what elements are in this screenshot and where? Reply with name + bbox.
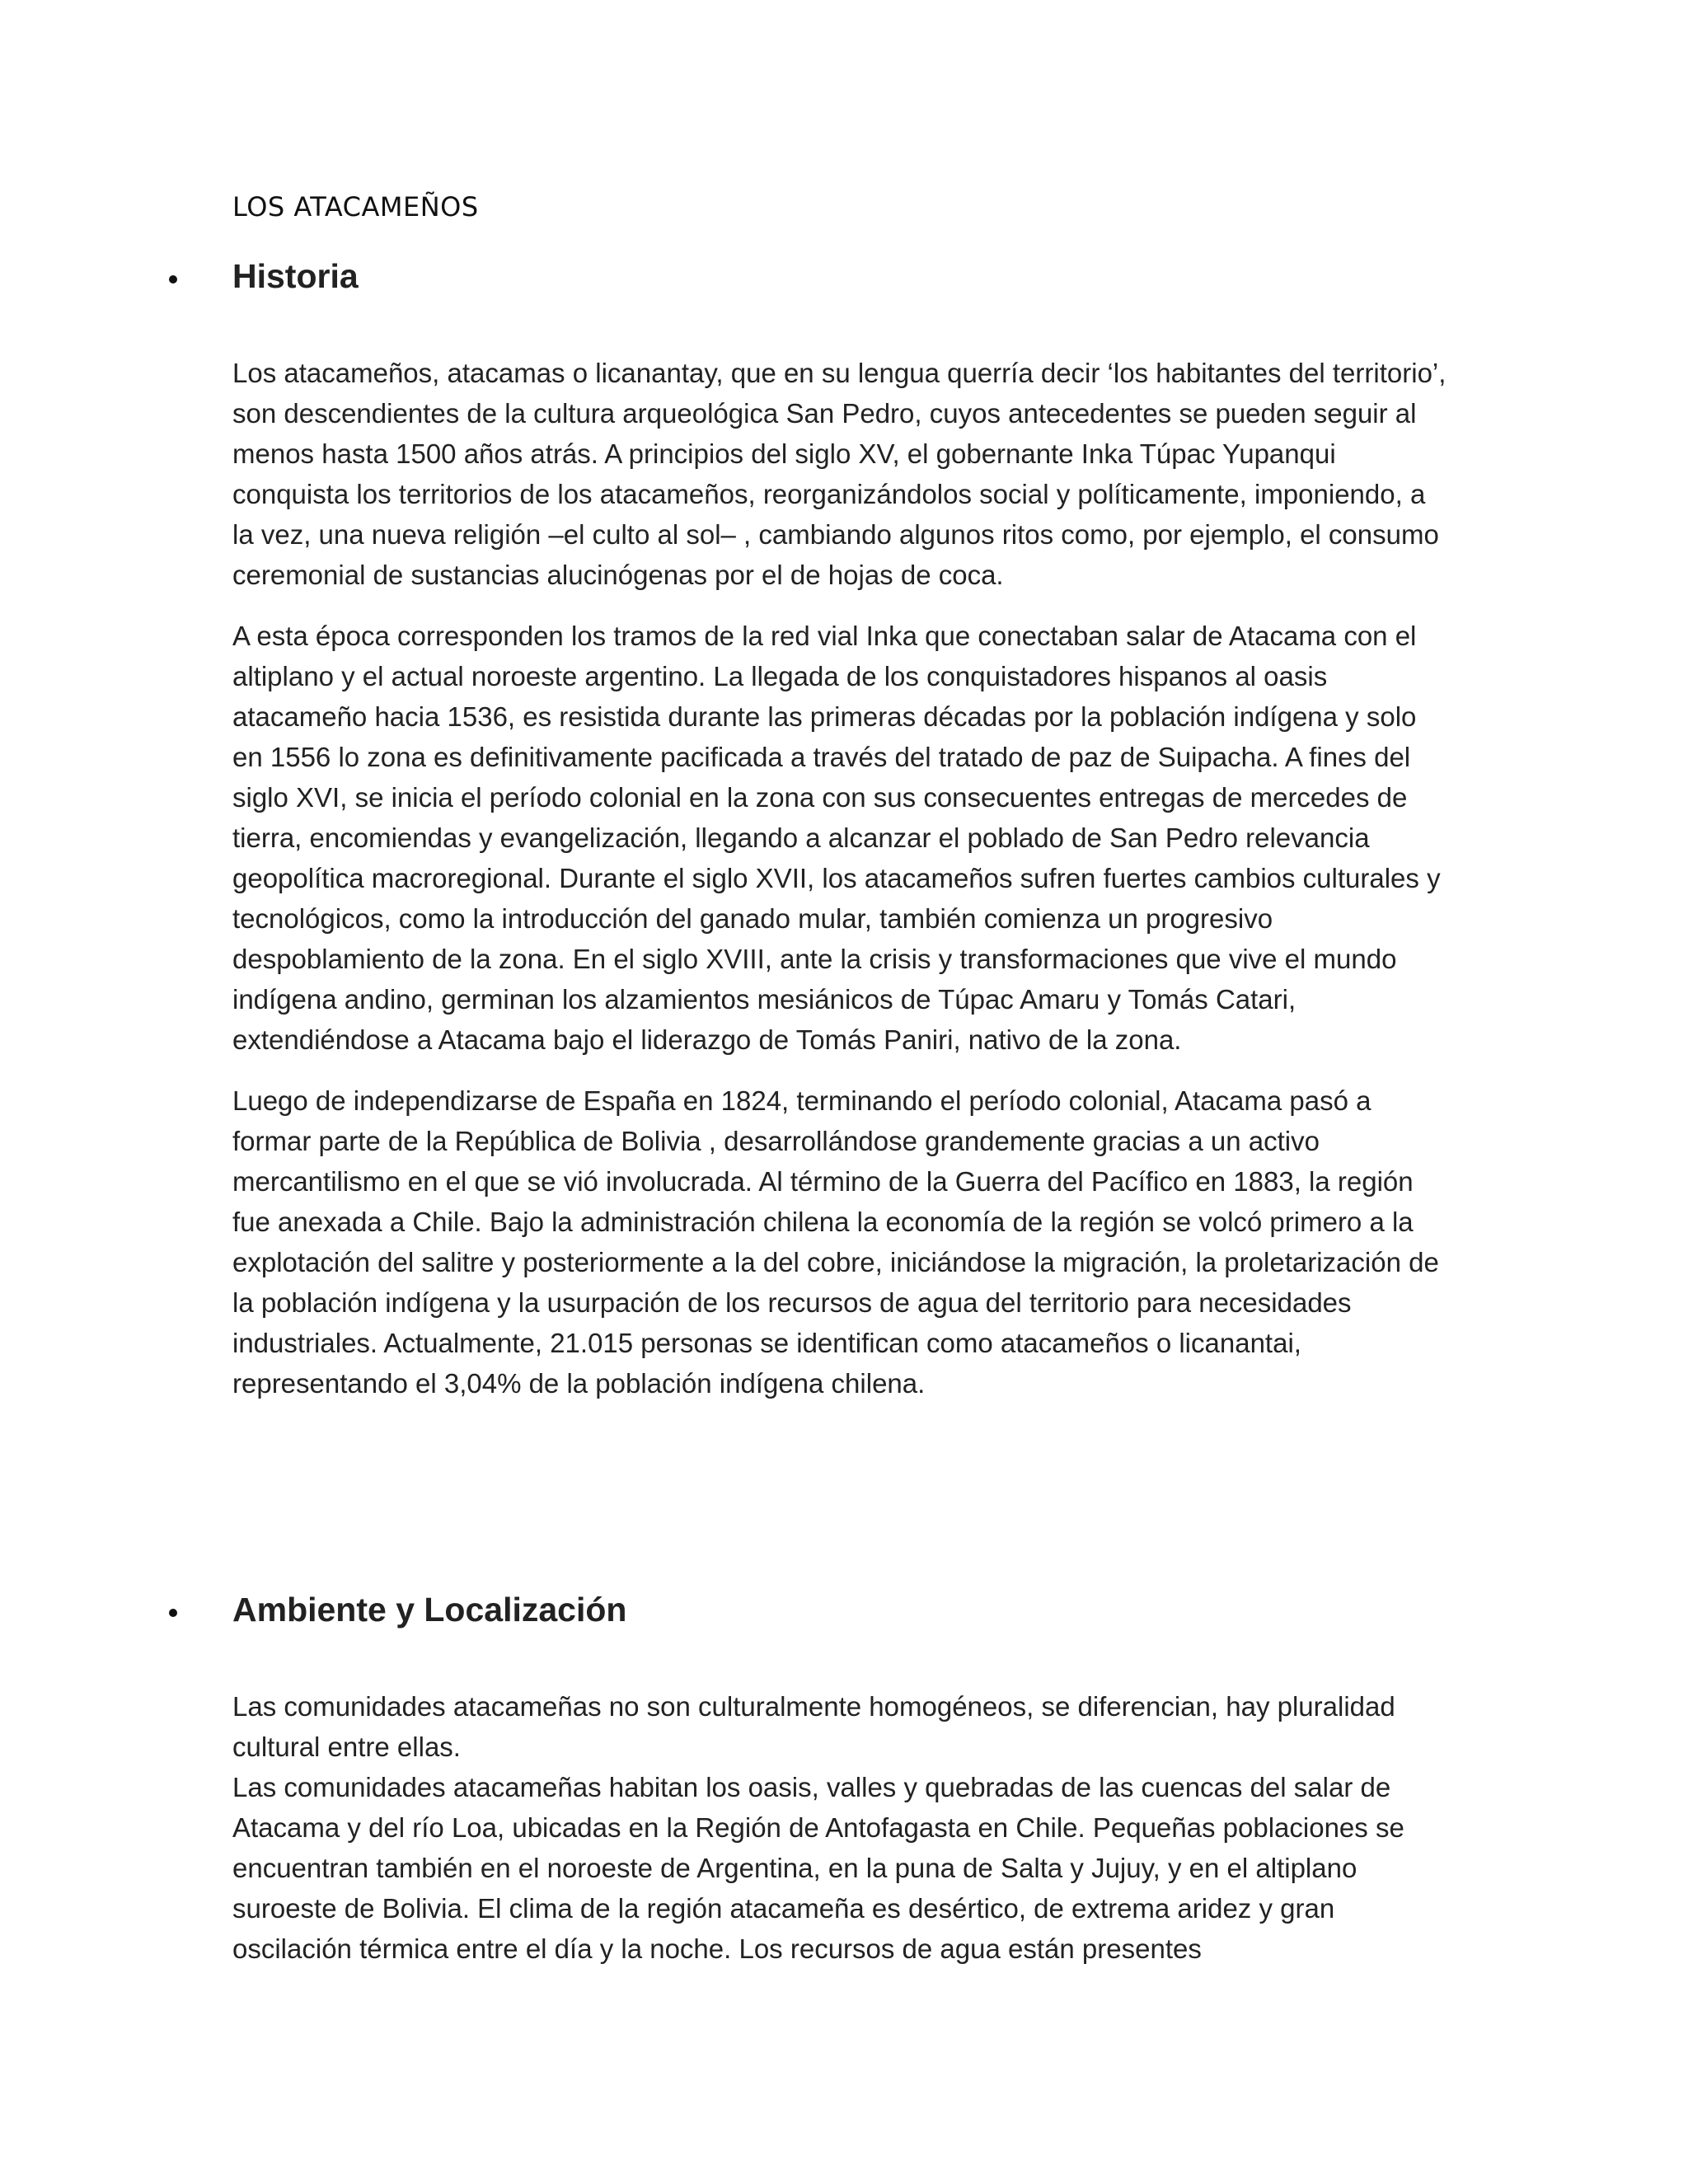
heading-text: Historia: [232, 257, 359, 295]
section-body: [169, 353, 1455, 1404]
section-heading-historia: [169, 257, 1455, 307]
paragraph: Los atacameños, atacamas o licanantay, que en su lengua querría decir ‘los habitantes del territorio’, son descendientes de la cultura arqueológica San Pedro, cuyos antecedentes se pueden seguir al menos hasta 1500 años atrás. A principios del siglo XV, el gobernante Inka Túpac Yupanqui conquista los territorios de los atacameños, reorganizándolos social y políticamente, imponiendo, a la vez, una nueva religión –el culto al sol– , cambiando algunos ritos como, por ejemplo, el consumo ceremonial de sustancias alucinógenas por el de hojas de coca.: [232, 358, 1447, 590]
paragraph: Luego de independizarse de España en 1824, terminando el período colonial, Atacama pasó a formar parte de la República de Bolivia , desarrollándose grandemente gracias a un activo mercantilismo en el que se vió involucrada. Al término de la Guerra del Pacífico en 1883, la región fue anexada a Chile. Bajo la administración chilena la economía de la región se volcó primero a la explotación del salitre y posteriormente a la del cobre, iniciándose la migración, la proletarización de la población indígena y la usurpación de los recursos de agua del territorio para necesidades industriales. Actualmente, 21.015 personas se identifican como atacameños o licanantai, representando el 3,04% de la población indígena chilena.: [232, 1085, 1439, 1399]
bullet-icon: [169, 1609, 177, 1617]
section-heading-ambiente: [169, 1591, 1455, 1640]
paragraph: Las comunidades atacameñas no son culturalmente homogéneos, se diferencian, hay pluralidad cultural entre ellas.: [232, 1691, 1395, 1762]
document-title: LOS ATACAMEÑOS: [232, 191, 479, 223]
section-historia: [169, 257, 1455, 1404]
section-ambiente: [169, 1591, 1455, 1969]
heading-text: Ambiente y Localización: [232, 1591, 627, 1629]
paragraph: A esta época corresponden los tramos de la red vial Inka que conectaban salar de Atacama con el altiplano y el actual noroeste argentino. La llegada de los conquistadores hispanos al oasis atacameño hacia 1536, es resistida durante las primeras décadas por la población indígena y solo en 1556 lo zona es definitivamente pacificada a través del tratado de paz de Suipacha. A fines del siglo XVI, se inicia el período colonial en la zona con sus consecuentes entregas de mercedes de tierra, encomiendas y evangelización, llegando a alcanzar el poblado de San Pedro relevancia geopolítica macroregional. Durante el siglo XVII, los atacameños sufren fuertes cambios culturales y tecnológicos, como la introducción del ganado mular, también comienza un progresivo despoblamiento de la zona. En el siglo XVIII, ante la crisis y transformaciones que vive el mundo indígena andino, germinan los alzamientos mesiánicos de Túpac Amaru y Tomás Catari, extendiéndose a Atacama bajo el liderazgo de Tomás Paniri, nativo de la zona.: [232, 621, 1441, 1055]
paragraph: Las comunidades atacameñas habitan los oasis, valles y quebradas de las cuencas del salar de Atacama y del río Loa, ubicadas en la Región de Antofagasta en Chile. Pequeñas poblaciones se encuentran también en el noroeste de Argentina, en la puna de Salta y Jujuy, y en el altiplano suroeste de Bolivia. El clima de la región atacameña es desértico, de extrema aridez y gran oscilación térmica entre el día y la noche. Los recursos de agua están presentes: [232, 1772, 1404, 1964]
bullet-icon: [169, 275, 177, 284]
section-body: [169, 1686, 1455, 1969]
